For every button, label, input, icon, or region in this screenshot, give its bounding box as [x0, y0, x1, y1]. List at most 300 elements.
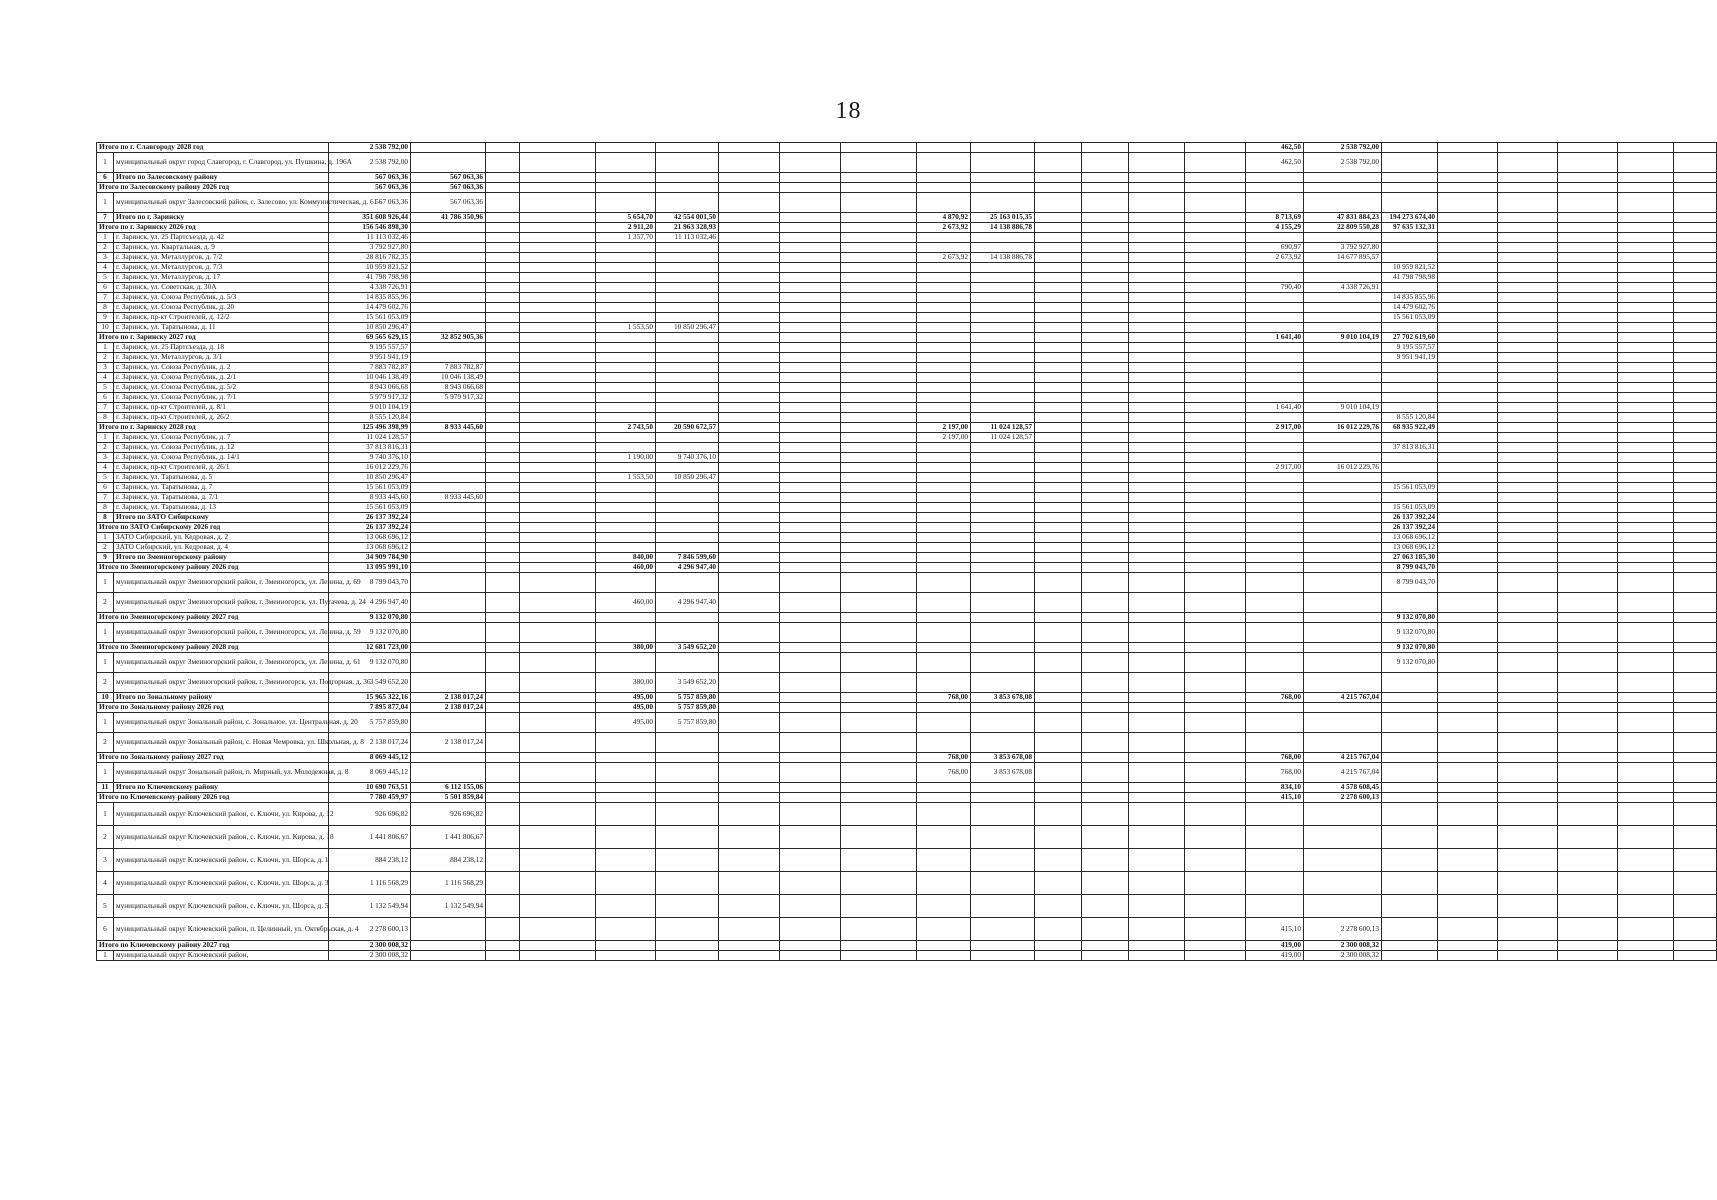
value-cell — [1129, 951, 1185, 961]
table-row — [97, 383, 1717, 393]
value-cell — [1035, 303, 1082, 313]
value-cell — [1498, 343, 1558, 353]
table-row — [97, 243, 1717, 253]
table-row — [97, 223, 1717, 233]
value-cell — [1304, 433, 1382, 443]
value-cell — [719, 243, 780, 253]
value-cell: 8 933 445,60 — [329, 493, 411, 503]
value-cell — [780, 493, 841, 503]
value-cell — [1498, 483, 1558, 493]
value-cell — [917, 573, 971, 593]
value-cell — [719, 353, 780, 363]
value-cell — [520, 153, 596, 173]
row-name-cell: ЗАТО Сибирский, ул. Кедровая, д. 2 — [114, 533, 329, 543]
value-cell — [1618, 233, 1674, 243]
value-cell — [917, 363, 971, 373]
value-cell — [1304, 513, 1382, 523]
value-cell — [1558, 293, 1618, 303]
value-cell — [1558, 918, 1618, 941]
value-cell: 25 163 015,35 — [971, 213, 1035, 223]
value-cell — [841, 593, 917, 613]
table-row — [97, 503, 1717, 513]
value-cell — [1185, 383, 1246, 393]
value-cell — [1618, 263, 1674, 273]
value-cell — [520, 423, 596, 433]
row-name-cell: Итого по г. Заринску 2026 год — [97, 223, 329, 233]
value-cell — [917, 463, 971, 473]
value-cell — [1558, 373, 1618, 383]
value-cell — [780, 849, 841, 872]
value-cell — [1498, 493, 1558, 503]
value-cell — [1185, 918, 1246, 941]
value-cell — [780, 533, 841, 543]
value-cell — [1035, 453, 1082, 463]
value-cell — [520, 895, 596, 918]
value-cell — [971, 483, 1035, 493]
value-cell — [971, 573, 1035, 593]
value-cell — [520, 473, 596, 483]
value-cell: 495,00 — [596, 713, 656, 733]
value-cell — [719, 403, 780, 413]
row-number-cell: 5 — [97, 383, 114, 393]
value-cell — [656, 513, 719, 523]
value-cell — [1082, 553, 1129, 563]
value-cell — [1674, 653, 1717, 673]
value-cell — [1035, 693, 1082, 703]
value-cell — [780, 233, 841, 243]
value-cell — [596, 463, 656, 473]
value-cell — [1304, 303, 1382, 313]
value-cell — [719, 826, 780, 849]
value-cell — [1035, 333, 1082, 343]
value-cell — [1438, 143, 1498, 153]
value-cell — [486, 783, 520, 793]
value-cell: 15 965 322,16 — [329, 693, 411, 703]
value-cell: 2 538 792,00 — [329, 153, 411, 173]
value-cell — [1185, 423, 1246, 433]
value-cell — [780, 273, 841, 283]
value-cell — [1082, 918, 1129, 941]
table-row — [97, 941, 1717, 951]
value-cell: 9 010 104,19 — [1304, 403, 1382, 413]
value-cell — [780, 333, 841, 343]
value-cell — [719, 273, 780, 283]
value-cell — [719, 503, 780, 513]
value-cell — [841, 872, 917, 895]
value-cell: 15 561 053,09 — [329, 483, 411, 493]
value-cell — [1674, 143, 1717, 153]
value-cell — [1498, 623, 1558, 643]
value-cell — [841, 383, 917, 393]
value-cell — [1035, 223, 1082, 233]
value-cell — [780, 383, 841, 393]
value-cell — [1558, 849, 1618, 872]
value-cell — [1382, 753, 1438, 763]
value-cell — [1674, 503, 1717, 513]
value-cell — [971, 353, 1035, 363]
value-cell — [1674, 263, 1717, 273]
value-cell — [719, 433, 780, 443]
row-name-cell: Итого по Зональному району — [114, 693, 329, 703]
value-cell — [1618, 872, 1674, 895]
value-cell — [841, 433, 917, 443]
row-number-cell: 6 — [97, 283, 114, 293]
value-cell — [1035, 573, 1082, 593]
value-cell — [1304, 373, 1382, 383]
table-row — [97, 443, 1717, 453]
table-row — [97, 303, 1717, 313]
value-cell — [1618, 713, 1674, 733]
value-cell: 14 138 886,78 — [971, 253, 1035, 263]
value-cell — [486, 653, 520, 673]
value-cell — [1674, 433, 1717, 443]
value-cell — [656, 413, 719, 423]
value-cell — [841, 243, 917, 253]
value-cell — [1246, 483, 1304, 493]
value-cell — [411, 753, 486, 763]
value-cell: 37 813 816,31 — [329, 443, 411, 453]
table-row — [97, 693, 1717, 703]
value-cell — [486, 443, 520, 453]
value-cell — [1382, 872, 1438, 895]
value-cell — [1382, 703, 1438, 713]
value-cell — [780, 473, 841, 483]
value-cell — [780, 895, 841, 918]
value-cell — [1129, 713, 1185, 733]
value-cell — [841, 763, 917, 783]
value-cell — [656, 803, 719, 826]
value-cell — [1035, 173, 1082, 183]
value-cell — [1035, 313, 1082, 323]
value-cell — [1185, 183, 1246, 193]
value-cell — [917, 918, 971, 941]
value-cell: 567 063,36 — [411, 173, 486, 183]
value-cell — [1129, 223, 1185, 233]
value-cell — [1129, 783, 1185, 793]
value-cell — [1558, 951, 1618, 961]
value-cell — [1246, 363, 1304, 373]
value-cell — [971, 623, 1035, 643]
row-name-cell: муниципальный округ Ключевский район, п. Целинный, ул. Октябрьская, д. 4 — [114, 918, 329, 941]
value-cell: 9 740 376,10 — [656, 453, 719, 463]
value-cell — [520, 143, 596, 153]
value-cell — [1618, 143, 1674, 153]
value-cell: 2 300 008,32 — [329, 941, 411, 951]
value-cell — [1674, 213, 1717, 223]
value-cell — [917, 803, 971, 826]
value-cell — [1382, 233, 1438, 243]
value-cell — [780, 413, 841, 423]
table-row — [97, 493, 1717, 503]
row-name-cell: муниципальный округ Ключевский район, с. Ключи, ул. Шорса, д. 5 — [114, 895, 329, 918]
value-cell — [841, 483, 917, 493]
value-cell — [1674, 353, 1717, 363]
value-cell — [1498, 523, 1558, 533]
value-cell — [1558, 363, 1618, 373]
value-cell — [1246, 173, 1304, 183]
value-cell — [1674, 793, 1717, 803]
value-cell — [1035, 383, 1082, 393]
value-cell — [1304, 593, 1382, 613]
value-cell — [656, 433, 719, 443]
value-cell — [486, 793, 520, 803]
value-cell — [1438, 951, 1498, 961]
row-number-cell: 6 — [97, 173, 114, 183]
value-cell — [596, 513, 656, 523]
row-number-cell: 1 — [97, 763, 114, 783]
value-cell — [411, 941, 486, 951]
value-cell: 9 195 557,57 — [329, 343, 411, 353]
value-cell — [1498, 193, 1558, 213]
value-cell: 2 138 017,24 — [411, 733, 486, 753]
value-cell — [1035, 503, 1082, 513]
value-cell — [1498, 543, 1558, 553]
value-cell — [1185, 443, 1246, 453]
value-cell — [841, 503, 917, 513]
value-cell — [1382, 693, 1438, 703]
row-number-cell: 3 — [97, 363, 114, 373]
value-cell — [1618, 826, 1674, 849]
value-cell — [1082, 895, 1129, 918]
value-cell — [1304, 826, 1382, 849]
value-cell — [780, 703, 841, 713]
value-cell: 2 278 600,13 — [329, 918, 411, 941]
value-cell — [596, 143, 656, 153]
value-cell — [596, 733, 656, 753]
value-cell: 6 112 155,06 — [411, 783, 486, 793]
value-cell — [486, 143, 520, 153]
value-cell — [1558, 223, 1618, 233]
value-cell — [1558, 803, 1618, 826]
value-cell — [596, 763, 656, 783]
value-cell — [1035, 153, 1082, 173]
value-cell — [917, 263, 971, 273]
value-cell — [1438, 213, 1498, 223]
value-cell — [411, 713, 486, 733]
value-cell — [1035, 703, 1082, 713]
value-cell: 768,00 — [917, 753, 971, 763]
value-cell — [971, 273, 1035, 283]
value-cell: 14 835 855,96 — [1382, 293, 1438, 303]
value-cell — [486, 273, 520, 283]
value-cell — [780, 253, 841, 263]
value-cell — [411, 553, 486, 563]
value-cell: 9 132 070,80 — [329, 653, 411, 673]
value-cell — [520, 693, 596, 703]
table-row — [97, 193, 1717, 213]
value-cell: 4 296 947,40 — [656, 563, 719, 573]
value-cell — [596, 153, 656, 173]
value-cell — [1304, 263, 1382, 273]
value-cell — [1498, 849, 1558, 872]
row-name-cell: муниципальный округ Ключевский район, с. Ключи, ул. Кирова, д. 18 — [114, 826, 329, 849]
value-cell — [411, 523, 486, 533]
value-cell — [780, 143, 841, 153]
table-row — [97, 483, 1717, 493]
value-cell — [1438, 573, 1498, 593]
row-number-cell: 3 — [97, 253, 114, 263]
value-cell: 2 138 017,24 — [329, 733, 411, 753]
value-cell: 1 132 549,94 — [329, 895, 411, 918]
value-cell: 10 850 296,47 — [329, 473, 411, 483]
value-cell — [971, 183, 1035, 193]
value-cell: 125 496 398,99 — [329, 423, 411, 433]
row-name-cell: г. Заринск, пр-кт Строителей, д. 26/1 — [114, 463, 329, 473]
value-cell — [1304, 533, 1382, 543]
value-cell: 10 690 763,51 — [329, 783, 411, 793]
value-cell — [1382, 793, 1438, 803]
row-name-cell: Итого по ЗАТО Сибирскому — [114, 513, 329, 523]
value-cell — [1438, 543, 1498, 553]
value-cell — [1382, 673, 1438, 693]
value-cell — [486, 253, 520, 263]
value-cell — [1185, 613, 1246, 623]
value-cell — [971, 453, 1035, 463]
table-row — [97, 951, 1717, 961]
value-cell — [1618, 443, 1674, 453]
value-cell — [596, 941, 656, 951]
value-cell — [596, 243, 656, 253]
value-cell — [1438, 443, 1498, 453]
value-cell — [411, 483, 486, 493]
value-cell — [1558, 343, 1618, 353]
value-cell: 2 138 017,24 — [411, 703, 486, 713]
value-cell — [1035, 293, 1082, 303]
value-cell — [596, 373, 656, 383]
value-cell — [596, 193, 656, 213]
value-cell — [1674, 733, 1717, 753]
value-cell — [1498, 473, 1558, 483]
row-number-cell: 1 — [97, 193, 114, 213]
value-cell — [1498, 353, 1558, 363]
value-cell — [719, 523, 780, 533]
value-cell: 26 137 392,24 — [329, 523, 411, 533]
value-cell — [411, 343, 486, 353]
value-cell — [780, 543, 841, 553]
value-cell: 5 757 859,80 — [656, 713, 719, 733]
value-cell — [1438, 553, 1498, 563]
value-cell — [1185, 533, 1246, 543]
row-name-cell: Итого по Змеиногорскому району 2026 год — [97, 563, 329, 573]
value-cell — [1382, 403, 1438, 413]
value-cell — [1185, 653, 1246, 673]
value-cell — [1618, 693, 1674, 703]
value-cell: 13 068 696,12 — [1382, 533, 1438, 543]
value-cell — [1185, 563, 1246, 573]
value-cell — [1246, 503, 1304, 513]
value-cell — [1129, 793, 1185, 803]
row-number-cell: 2 — [97, 443, 114, 453]
value-cell — [1438, 473, 1498, 483]
value-cell: 768,00 — [917, 693, 971, 703]
value-cell — [1618, 413, 1674, 423]
value-cell — [917, 826, 971, 849]
value-cell — [719, 872, 780, 895]
value-cell — [1498, 253, 1558, 263]
value-cell — [520, 233, 596, 243]
value-cell — [486, 363, 520, 373]
value-cell — [1498, 783, 1558, 793]
value-cell — [841, 233, 917, 243]
value-cell: 16 012 229,76 — [1304, 463, 1382, 473]
value-cell — [596, 826, 656, 849]
value-cell — [520, 243, 596, 253]
value-cell — [1129, 895, 1185, 918]
value-cell — [411, 323, 486, 333]
value-cell: 2 911,20 — [596, 223, 656, 233]
row-name-cell: Итого по Ключевскому району 2027 год — [97, 941, 329, 951]
value-cell — [411, 533, 486, 543]
value-cell: 4 155,29 — [1246, 223, 1304, 233]
row-number-cell: 6 — [97, 918, 114, 941]
value-cell — [1185, 849, 1246, 872]
value-cell — [520, 303, 596, 313]
value-cell — [656, 763, 719, 783]
table-row — [97, 713, 1717, 733]
value-cell — [1304, 353, 1382, 363]
value-cell — [780, 783, 841, 793]
value-cell — [1082, 593, 1129, 613]
value-cell — [1382, 153, 1438, 173]
value-cell — [1674, 223, 1717, 233]
value-cell: 13 068 696,12 — [329, 533, 411, 543]
value-cell — [1382, 453, 1438, 463]
value-cell — [1185, 433, 1246, 443]
table-row — [97, 143, 1717, 153]
value-cell: 9 951 941,19 — [1382, 353, 1438, 363]
value-cell — [780, 673, 841, 693]
row-name-cell: Итого по г. Заринску — [114, 213, 329, 223]
value-cell: 495,00 — [596, 703, 656, 713]
value-cell — [486, 553, 520, 563]
value-cell — [917, 193, 971, 213]
value-cell — [917, 895, 971, 918]
value-cell — [520, 513, 596, 523]
value-cell — [1129, 593, 1185, 613]
value-cell — [486, 483, 520, 493]
value-cell — [411, 293, 486, 303]
table-row — [97, 173, 1717, 183]
value-cell — [411, 243, 486, 253]
table-row — [97, 872, 1717, 895]
value-cell — [719, 513, 780, 523]
value-cell: 1 441 806,67 — [329, 826, 411, 849]
value-cell — [520, 283, 596, 293]
value-cell: 1 553,50 — [596, 323, 656, 333]
value-cell — [1129, 293, 1185, 303]
value-cell — [1246, 183, 1304, 193]
value-cell — [971, 783, 1035, 793]
value-cell — [917, 473, 971, 483]
value-cell — [1129, 763, 1185, 783]
value-cell — [1129, 623, 1185, 643]
value-cell — [596, 253, 656, 263]
value-cell: 14 138 886,78 — [971, 223, 1035, 233]
value-cell — [917, 443, 971, 453]
value-cell — [1082, 233, 1129, 243]
value-cell — [719, 293, 780, 303]
value-cell — [1129, 413, 1185, 423]
value-cell — [1082, 826, 1129, 849]
value-cell: 16 012 229,76 — [1304, 423, 1382, 433]
value-cell: 2 538 792,00 — [1304, 143, 1382, 153]
value-cell — [971, 393, 1035, 403]
value-cell: 380,00 — [596, 673, 656, 693]
value-cell — [971, 403, 1035, 413]
value-cell: 3 549 652,20 — [329, 673, 411, 693]
value-cell — [841, 223, 917, 233]
value-cell — [1185, 263, 1246, 273]
